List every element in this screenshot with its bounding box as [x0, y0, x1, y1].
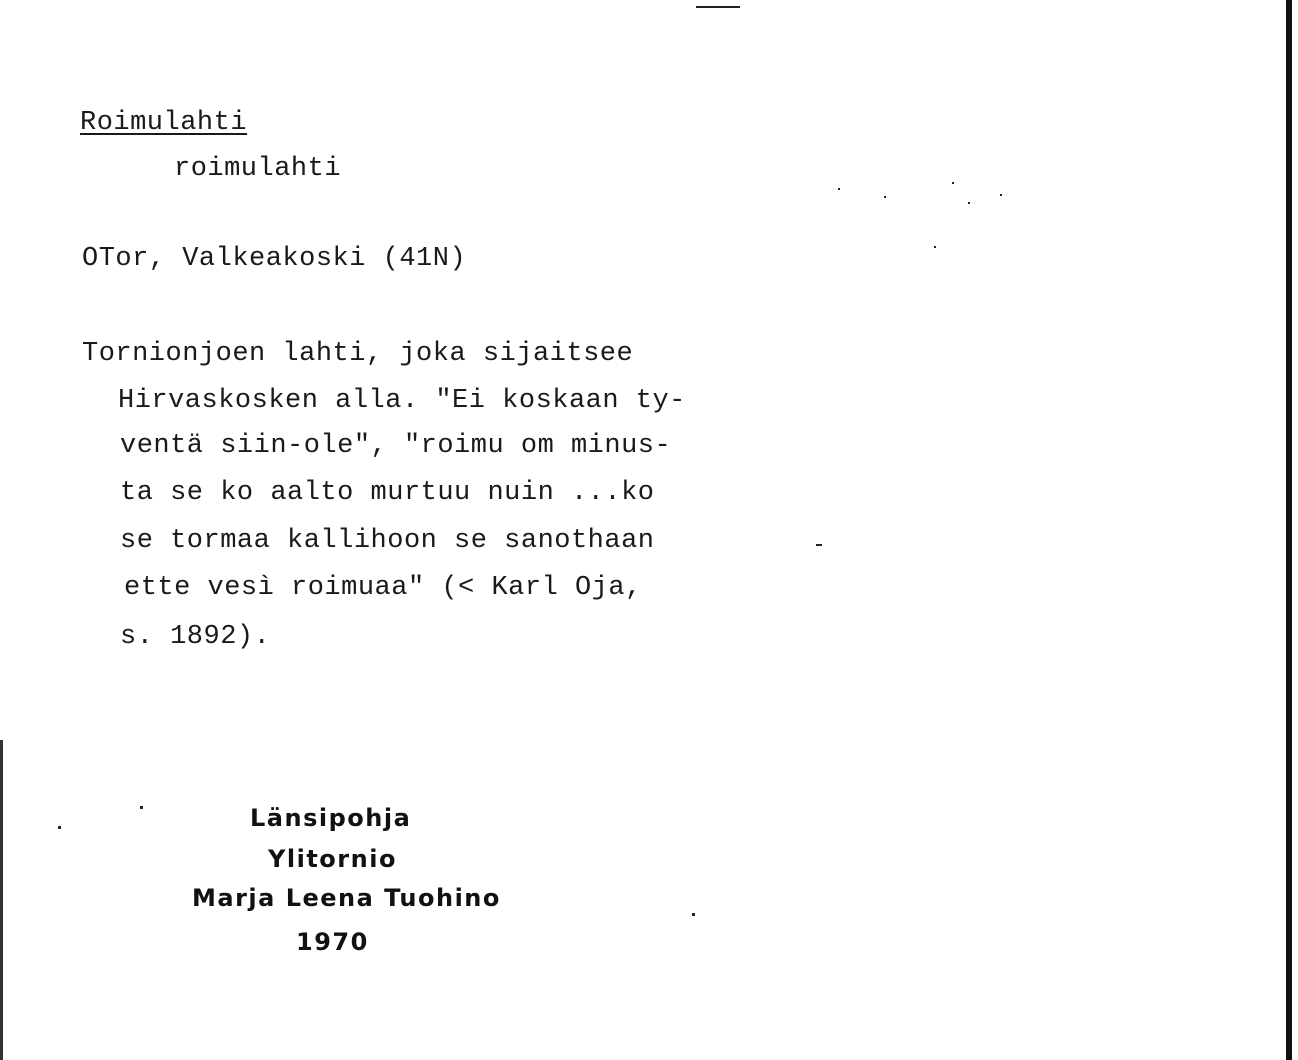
scan-speck	[58, 826, 61, 829]
description-line: ventä siin-ole", "roimu om minus-	[120, 431, 672, 461]
stamp-region: Länsipohja	[250, 804, 412, 832]
scan-speck	[952, 182, 954, 184]
scan-speck	[934, 246, 936, 248]
description-line: ette vesì roimuaa" (< Karl Oja,	[124, 573, 642, 603]
scan-speck	[884, 196, 886, 198]
location-line: OTor, Valkeakoski (41N)	[82, 244, 467, 274]
stamp-collector: Marja Leena Tuohino	[192, 884, 501, 912]
scan-speck	[696, 6, 740, 8]
description-line: Hirvaskosken alla. "Ei koskaan ty-	[118, 386, 686, 416]
scan-speck	[968, 202, 970, 204]
scan-speck	[1000, 194, 1002, 196]
description-line: Tornionjoen lahti, joka sijaitsee	[82, 339, 634, 369]
headword: Roimulahti	[80, 108, 248, 138]
stamp-parish: Ylitornio	[268, 845, 397, 873]
description-line: s. 1892).	[120, 622, 271, 652]
description-line: se tormaa kallihoon se sanothaan	[120, 526, 655, 556]
scan-speck	[140, 806, 143, 809]
scan-speck	[838, 188, 840, 190]
description-line: ta se ko aalto murtuu nuin ...ko	[120, 478, 655, 508]
pronunciation: roimulahti	[174, 154, 342, 184]
scan-speck	[816, 544, 822, 546]
scan-speck	[692, 913, 695, 916]
card-left-edge	[0, 740, 3, 1060]
stamp-year: 1970	[296, 928, 369, 956]
card-right-edge	[1286, 0, 1292, 1060]
